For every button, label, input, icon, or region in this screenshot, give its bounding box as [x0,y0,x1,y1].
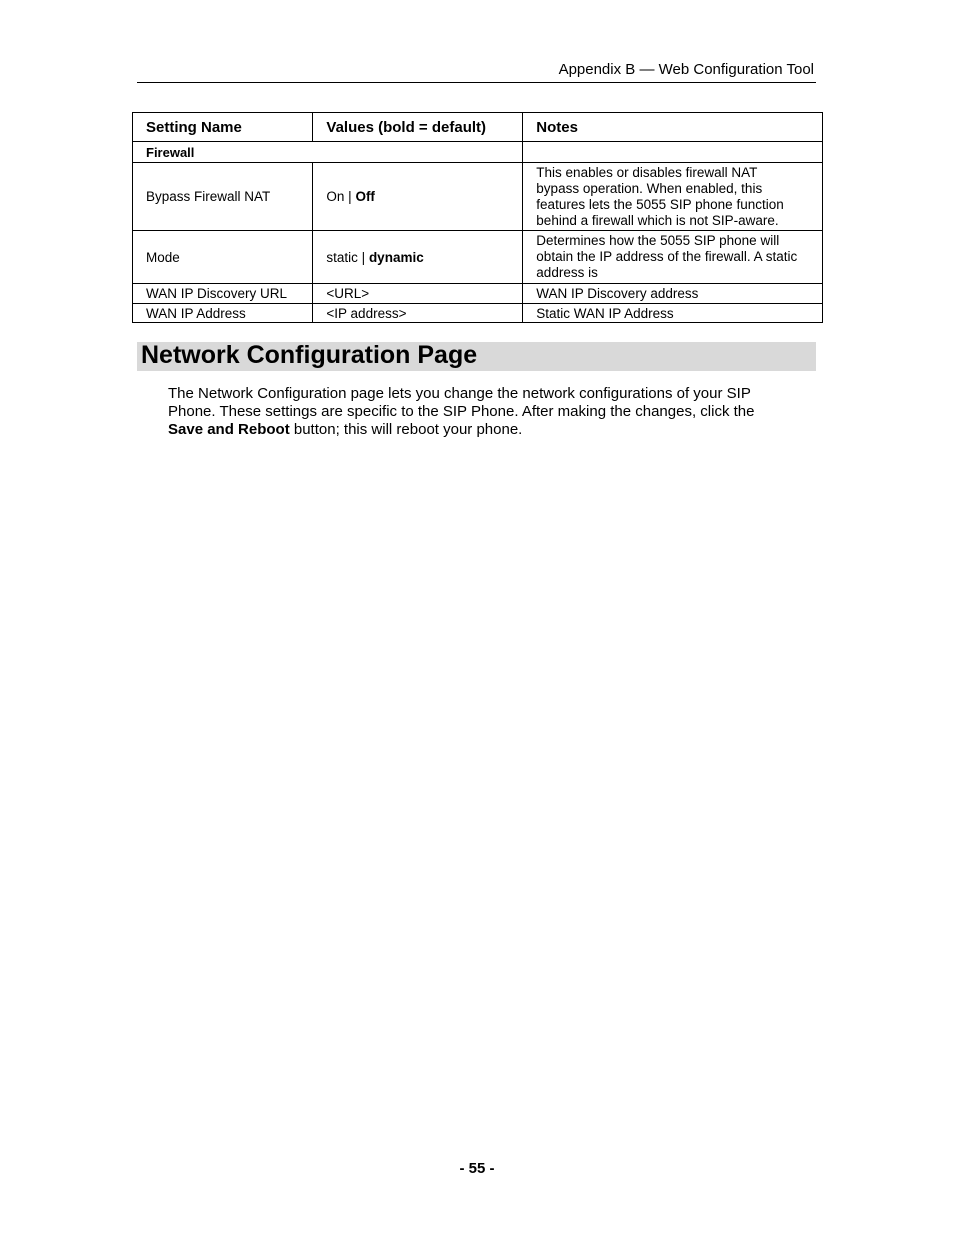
column-header-notes: Notes [523,113,823,142]
section-empty-cell [523,142,823,163]
setting-notes-cell: Static WAN IP Address [523,304,823,323]
notes-line: address is [536,265,598,280]
section-heading: Network Configuration Page [141,341,478,369]
values-option: On | [326,189,356,204]
values-default-option: Off [355,189,375,204]
paragraph-line: Phone. These settings are specific to the SIP Phone. After making the changes, click the [168,403,755,420]
setting-name-cell: WAN IP Address [133,304,313,323]
body-paragraph [168,385,798,439]
table-section-row [133,142,823,163]
setting-values-cell [313,231,523,284]
column-header-values: Values (bold = default) [313,113,523,142]
setting-notes-cell [523,163,823,231]
setting-notes-cell: WAN IP Discovery address [523,284,823,304]
setting-name-cell: Mode [133,231,313,284]
notes-line: features lets the 5055 SIP phone function [536,196,784,212]
column-header-setting-name: Setting Name [133,113,313,142]
setting-values-cell: <IP address> [313,304,523,323]
setting-values-cell [313,163,523,231]
notes-line: obtain the IP address of the firewall. A static [536,249,798,264]
paragraph-line: The Network Configuration page lets you change the network configurations of your SIP [168,385,751,402]
setting-name-cell: Bypass Firewall NAT [133,163,313,231]
table-row [133,304,823,323]
table-row [133,163,823,231]
header-rule [137,82,816,83]
notes-line: bypass operation. When enabled, this [536,180,763,196]
setting-values-cell: <URL> [313,284,523,304]
save-and-reboot-reference: Save and Reboot [168,421,290,438]
section-label-firewall: Firewall [133,142,523,163]
values-default-option: dynamic [368,249,424,265]
table-header-row [133,113,823,142]
table-row [133,231,823,284]
setting-notes-cell [523,231,823,284]
settings-table [132,112,823,323]
notes-line: Determines how the 5055 SIP phone will [536,233,780,248]
paragraph-tail: button; this will reboot your phone. [289,421,523,438]
running-header: Appendix B — Web Configuration Tool [558,61,814,78]
setting-name-cell: WAN IP Discovery URL [133,284,313,304]
page-number: - 55 - [459,1160,495,1177]
table-row [133,284,823,304]
notes-line: behind a firewall which is not SIP-aware. [536,212,779,228]
notes-line: This enables or disables firewall NAT [536,164,758,180]
values-option: static | [326,249,369,265]
